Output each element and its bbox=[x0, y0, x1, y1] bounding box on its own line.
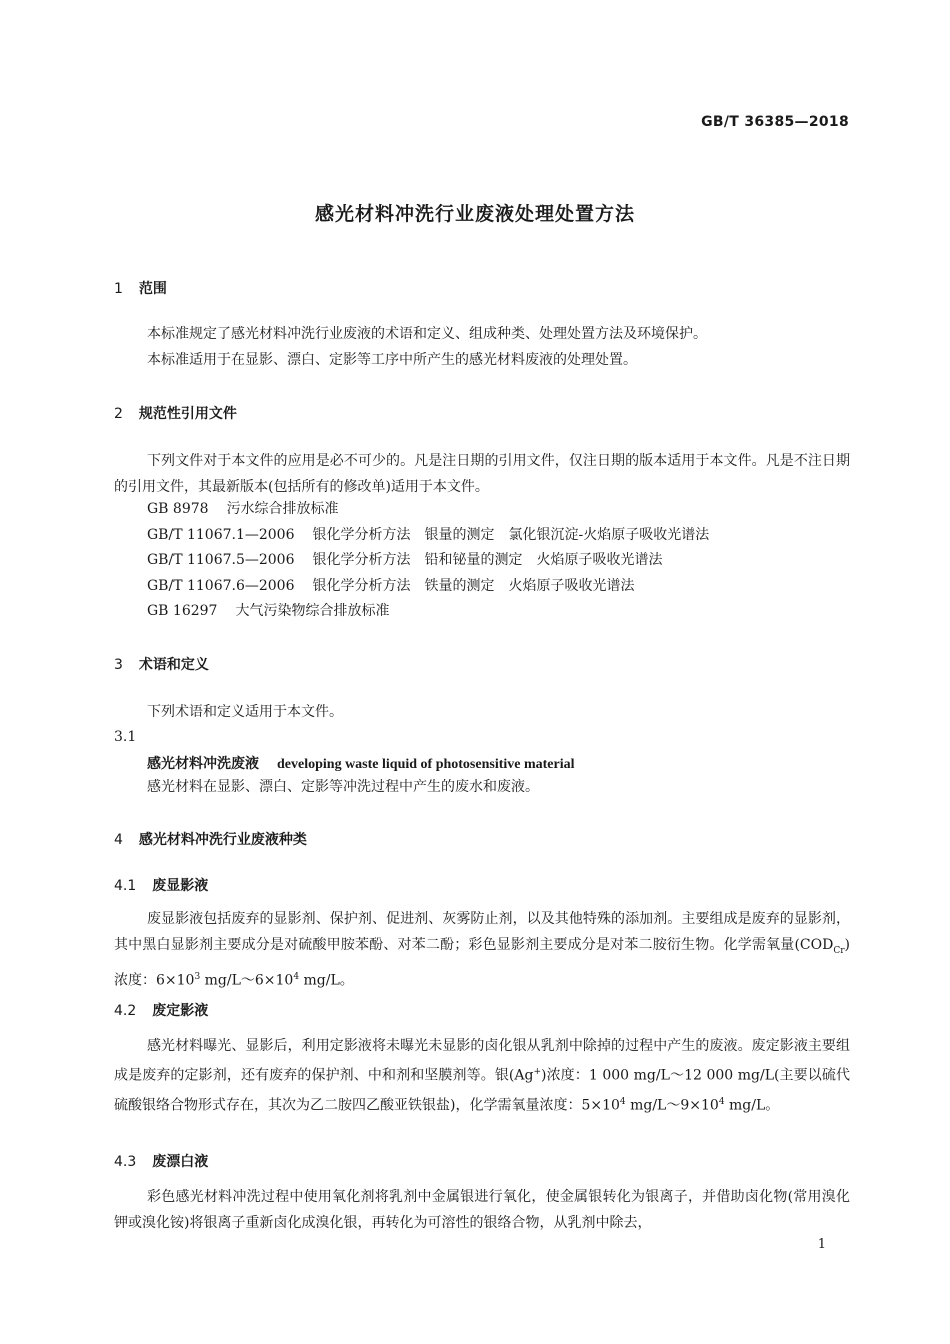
section-number: 4 bbox=[114, 832, 123, 848]
section-title: 感光材料冲洗行业废液种类 bbox=[138, 832, 307, 848]
reference-item bbox=[147, 497, 339, 521]
term-chinese: 感光材料冲洗废液 bbox=[147, 756, 259, 772]
subsection-title: 废漂白液 bbox=[152, 1154, 209, 1170]
term-definition: 感光材料在显影、漂白、定影等冲洗过程中产生的废水和废液。 bbox=[147, 779, 539, 795]
paragraph: 本标准规定了感光材料冲洗行业废液的术语和定义、组成种类、处理处置方法及环境保护。 bbox=[147, 326, 707, 342]
section-title: 术语和定义 bbox=[138, 657, 209, 673]
paragraph: 下列术语和定义适用于本文件。 bbox=[147, 704, 343, 720]
paragraph: 感光材料曝光、显影后，利用定影液将未曝光未显影的卤化银从乳剂中除掉的过程中产生的废液。废定影液主要组成是废弃的定影剂，还有废弃的保护剂、中和剂和坚膜剂等。银(Ag+)浓度：1 000 mg/L～12 000 mg/L(主要以硫代硫酸银络合物形式存在，其次为乙二胺四乙酸亚铁银盐)，化学需氧量浓度：$5\times 10^4$ $mg/L\sim 9\times 10^4$ mg/L。 bbox=[114, 1038, 850, 1114]
paragraph: 下列文件对于本文件的应用是必不可少的。凡是注日期的引用文件，仅注日期的版本适用于本文件。凡是不注日期的引用文件，其最新版本(包括所有的修改单)适用于本文件。 bbox=[114, 453, 850, 495]
reference-title: 银化学分析方法 铁量的测定 火焰原子吸收光谱法 bbox=[312, 578, 635, 594]
subsection-number: 4.3 bbox=[114, 1154, 137, 1170]
term-entry bbox=[147, 753, 575, 773]
subsection-title: 废定影液 bbox=[152, 1003, 209, 1019]
section-title: 规范性引用文件 bbox=[138, 406, 237, 422]
paragraph: 废显影液包括废弃的显影剂、保护剂、促进剂、灰雾防止剂，以及其他特殊的添加剂。主要组成是废弃的显影剂，其中黑白显影剂主要成分是对硫酸甲胺苯酚、对苯二酚；彩色显影剂主要成分是对苯二胺衍生物。化学需氧量$(COD_{Cr})$浓度：$6\times 10^3$ $mg/L\sim 6\times 10^4$ mg/L。 bbox=[114, 911, 850, 989]
reference-title: 大气污染物综合排放标准 bbox=[235, 603, 390, 619]
reference-title: 银化学分析方法 银量的测定 氯化银沉淀-火焰原子吸收光谱法 bbox=[312, 527, 710, 543]
term-english: developing waste liquid of photosensitive material bbox=[277, 757, 575, 772]
term-number: 3.1 bbox=[114, 729, 137, 745]
section-heading-4 bbox=[114, 829, 307, 849]
reference-code: GB/T 11067.5—2006 bbox=[147, 552, 295, 568]
reference-title: 污水综合排放标准 bbox=[226, 501, 339, 517]
section-heading-3 bbox=[114, 654, 209, 674]
standard-code: GB/T 36385—2018 bbox=[701, 114, 849, 130]
reference-item bbox=[147, 548, 663, 572]
document-title: 感光材料冲洗行业废液处理处置方法 bbox=[314, 203, 635, 225]
section-number: 2 bbox=[114, 406, 123, 422]
section-title: 范围 bbox=[138, 281, 167, 297]
subsection-number: 4.2 bbox=[114, 1003, 137, 1019]
reference-code: GB 16297 bbox=[147, 603, 218, 619]
paragraph: 彩色感光材料冲洗过程中使用氧化剂将乳剂中金属银进行氧化，使金属银转化为银离子，并借助卤化物(常用溴化钾或溴化铵)将银离子重新卤化成溴化银，再转化为可溶性的银络合物，从乳剂中除去， bbox=[114, 1189, 850, 1231]
subsection-heading-4-3 bbox=[114, 1151, 208, 1171]
reference-code: GB 8978 bbox=[147, 501, 209, 517]
reference-item bbox=[147, 523, 709, 547]
reference-code: GB/T 11067.6—2006 bbox=[147, 578, 295, 594]
reference-code: GB/T 11067.1—2006 bbox=[147, 527, 295, 543]
section-heading-1 bbox=[114, 278, 167, 298]
reference-item bbox=[147, 574, 635, 598]
subsection-number: 4.1 bbox=[114, 878, 137, 894]
subsection-heading-4-1 bbox=[114, 875, 208, 895]
subsection-title: 废显影液 bbox=[152, 878, 209, 894]
reference-item bbox=[147, 599, 389, 623]
section-number: 1 bbox=[114, 281, 123, 297]
page-number: 1 bbox=[817, 1237, 826, 1252]
section-heading-2 bbox=[114, 403, 237, 423]
paragraph: 本标准适用于在显影、漂白、定影等工序中所产生的感光材料废液的处理处置。 bbox=[147, 352, 637, 368]
section-number: 3 bbox=[114, 657, 123, 673]
reference-title: 银化学分析方法 铅和铋量的测定 火焰原子吸收光谱法 bbox=[312, 552, 663, 568]
subsection-heading-4-2 bbox=[114, 1000, 208, 1020]
